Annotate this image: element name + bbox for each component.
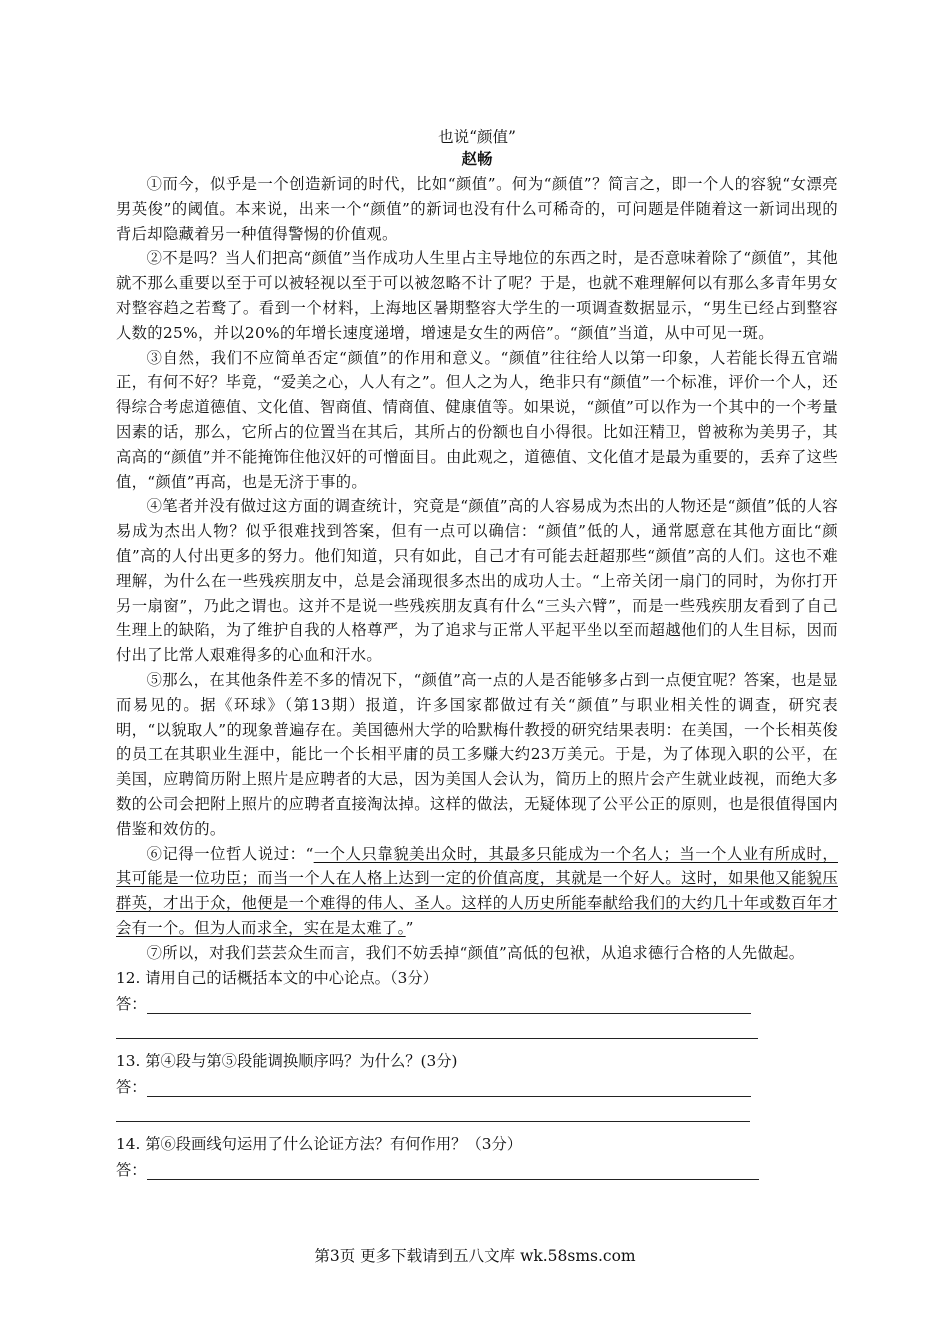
question-13 [116, 1049, 838, 1122]
content-area [116, 126, 838, 1180]
paragraph-6 [116, 842, 838, 941]
paragraph-3 [116, 346, 838, 495]
article-title: 也说“颜值” [438, 128, 516, 146]
answer-13-extra-line[interactable] [116, 1097, 750, 1122]
answer-13-line[interactable] [116, 1073, 838, 1097]
question-14-text: 14. 第⑥段画线句运用了什么论证方法？有何作用？（3分） [116, 1134, 523, 1153]
paragraph-4 [116, 494, 838, 668]
answer-13-rule [147, 1079, 751, 1097]
paragraph-3-text: ③自然，我们不应简单否定“颜值”的作用和意义。“颜值”往往给人以第一印象，人若能长得五官端正，有何不好？毕竟，“爱美之心，人人有之”。但人之为人，绝非只有“颜值”一个标准，评价一个人，还得综合考虑道德值、文化值、智商值、情商值、健康值等。如果说，“颜值”可以作为一个其中的一个考量因素的话，那么，它所占的位置当在其后，其所占的份额也自小得很。比如汪精卫，曾被称为美男子，其高高的“颜值”并不能掩饰住他汉奸的可憎面目。由此观之，道德值、文化值才是最为重要的，丢弃了这些值，“颜值”再高，也是无济于事的。 [116, 348, 838, 491]
paragraph-1 [116, 172, 838, 246]
paragraph-1-text: ①而今，似乎是一个创造新词的时代，比如“颜值”。何为“颜值”？简言之，即一个人的容貌“女漂亮男英俊”的阈值。本来说，出来一个“颜值”的新词也没有什么可稀奇的，可问题是伴随着这一新词出现的背后却隐藏着另一种值得警惕的价值观。 [116, 175, 838, 243]
question-12 [116, 966, 838, 1039]
paragraph-7 [116, 941, 838, 966]
answer-13-label: 答： [116, 1077, 147, 1096]
answer-14-label: 答： [116, 1160, 147, 1179]
paragraph-6-close: ” [405, 918, 414, 937]
article-author: 赵畅 [461, 149, 493, 168]
question-13-text: 13. 第④段与第⑤段能调换顺序吗？为什么？(3分) [116, 1051, 458, 1070]
question-12-text: 12. 请用自己的话概括本文的中心论点。（3分） [116, 968, 438, 987]
underlined-quote: 一个人只靠貌美出众时，其最多只能成为一个名人；当一个人业有所成时，其可能是一位功臣；而当一个人在人格上达到一定的价值高度，其就是一个好人。这时，如果他又能貌压群英，才出于众，他便是一个难得的伟人、圣人。这样的人历史所能奉献给我们的大约几十年或数百年才会有一个。但为人而求全，实在是太难了。 [116, 844, 838, 937]
question-14 [116, 1132, 838, 1180]
article-body [116, 172, 838, 966]
paragraph-2 [116, 246, 838, 345]
page-footer: 第3页 更多下载请到五八文库 wk.58sms.com [314, 1247, 636, 1265]
paragraph-5-text: ⑤那么，在其他条件差不多的情况下，“颜值”高一点的人是否能够多占到一点便宜呢？答案，也是显而易见的。据《环球》（第13期）报道，许多国家都做过有关“颜值”与职业相关性的调查，研究表明，“以貌取人”的现象普遍存在。美国德州大学的哈默梅什教授的研究结果表明：在美国，一个长相英俊的员工在其职业生涯中，能比一个长相平庸的员工多赚大约23万美元。于是，为了体现入职的公平，在美国，应聘简历附上照片是应聘者的大忌，因为美国人会认为，简历上的照片会产生就业歧视，而绝大多数的公司会把附上照片的应聘者直接淘汰掉。这样的做法，无疑体现了公平公正的原则，也是很值得国内借鉴和效仿的。 [116, 670, 838, 838]
paragraph-6-lead: ⑥记得一位哲人说过：“ [146, 844, 314, 863]
paragraph-5 [116, 668, 838, 842]
paragraph-4-text: ④笔者并没有做过这方面的调查统计，究竟是“颜值”高的人容易成为杰出的人物还是“颜值”低的人容易成为杰出人物？似乎很难找到答案，但有一点可以确信：“颜值”低的人，通常愿意在其他方面比“颜值”高的人付出更多的努力。他们知道，只有如此，自己才有可能去赶超那些“颜值”高的人们。这也不难理解，为什么在一些残疾朋友中，总是会涌现很多杰出的成功人士。“上帝关闭一扇门的同时，为你打开另一扇窗”，乃此之谓也。这并不是说一些残疾朋友真有什么“三头六臂”，而是一些残疾朋友看到了自己生理上的缺陷，为了维护自我的人格尊严，为了追求与正常人平起平坐以至而超越他们的人生目标，因而付出了比常人艰难得多的心血和汗水。 [116, 497, 838, 665]
paragraph-7-text: ⑦所以，对我们芸芸众生而言，我们不妨丢掉“颜值”高低的包袱，从追求德行合格的人先做起。 [146, 943, 805, 962]
answer-14-rule [147, 1162, 759, 1180]
answer-12-label: 答： [116, 994, 147, 1013]
answer-12-line[interactable] [116, 990, 838, 1014]
paragraph-2-text: ②不是吗？当人们把高“颜值”当作成功人生里占主导地位的东西之时，是否意味着除了“颜值”，其他就不那么重要以至于可以被轻视以至于可以被忽略不计了呢？于是，也就不难理解何以有那么多青年男女对整容趋之若鹜了。看到一个材料，上海地区暑期整容大学生的一项调查数据显示，“男生已经占到整容人数的25%，并以20%的年增长速度递增，增速是女生的两倍”。“颜值”当道，从中可见一斑。 [116, 249, 838, 342]
answer-12-rule [147, 996, 751, 1014]
answer-12-extra-line[interactable] [116, 1014, 758, 1039]
answer-14-line[interactable] [116, 1156, 838, 1180]
